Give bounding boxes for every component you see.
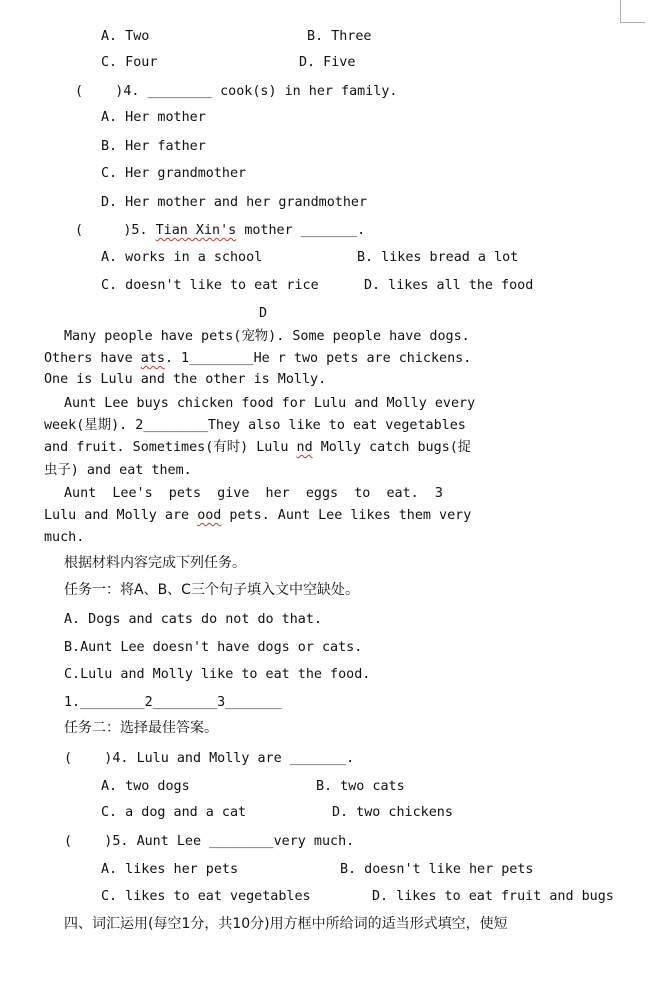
q5-paren: ( )5. <box>75 223 148 238</box>
answer-blanks: 1.________2________3_______ <box>64 695 282 710</box>
passage-text: and fruit. Sometimes(有时) Lulu <box>44 440 297 455</box>
passage-line <box>44 508 471 524</box>
q3-option-b: B. Three <box>307 29 372 44</box>
q5-stem <box>75 223 365 239</box>
q5-option-c: C. doesn't like to eat rice <box>101 278 319 293</box>
q4-option-b: B. Her father <box>101 139 206 154</box>
q5-option-d: D. likes all the food <box>364 278 534 293</box>
t2-q4-option-c: C. a dog and a cat <box>101 805 247 820</box>
passage-text: pets. Aunt Lee likes them very <box>221 508 472 523</box>
q4-blank: ________ <box>147 84 213 99</box>
section-d-title: D <box>259 306 268 321</box>
q3-option-c: C. Four <box>101 55 158 70</box>
passage-line: 虫子) and eat them. <box>44 463 192 478</box>
passage-line: One is Lulu and the other is Molly. <box>44 372 327 387</box>
q4-stem-text: cook(s) in her family. <box>220 84 398 99</box>
t2-q4-paren: ( )4. <box>64 751 129 766</box>
sentence-c: C.Lulu and Molly like to eat the food. <box>64 667 371 682</box>
t2-q5-option-b: B. doesn't like her pets <box>340 862 534 877</box>
t2-q5-paren: ( )5. <box>64 834 129 849</box>
q4-paren: ( )4. <box>75 84 140 99</box>
passage-line: Aunt Lee's pets give her eggs to eat. 3 <box>64 486 443 501</box>
sentence-b: B.Aunt Lee doesn't have dogs or cats. <box>64 640 363 655</box>
passage-typo: ats <box>140 351 165 366</box>
passage-line <box>44 351 471 367</box>
t2-q5-option-c: C. likes to eat vegetables <box>101 889 311 904</box>
q5-name: Tian Xin's <box>155 223 237 238</box>
tasks-intro: 根据材料内容完成下列任务。 <box>64 555 246 571</box>
t2-q4-option-a: A. two dogs <box>101 779 190 794</box>
t2-q5-option-a: A. likes her pets <box>101 862 239 877</box>
t2-q5-stem <box>64 834 354 850</box>
passage-line: Aunt Lee buys chicken food for Lulu and Molly every <box>64 396 476 411</box>
t2-q4-text: Lulu and Molly are _______. <box>136 751 355 766</box>
passage-typo: nd <box>296 440 313 455</box>
q4-option-d: D. Her mother and her grandmother <box>101 195 368 210</box>
t2-q4-option-b: B. two cats <box>316 779 405 794</box>
passage-text: Lulu and Molly are <box>44 508 198 523</box>
section-four-heading: 四、词汇运用(每空1分，共10分)用方框中所给词的适当形式填空，使短 <box>64 916 508 932</box>
t2-q5-option-d: D. likes to eat fruit and bugs <box>372 889 614 904</box>
page-corner-mark <box>620 0 645 23</box>
task-two-heading: 任务二：选择最佳答案。 <box>64 720 218 736</box>
sentence-a: A. Dogs and cats do not do that. <box>64 612 322 627</box>
passage-text: Molly catch bugs(捉 <box>312 440 472 455</box>
q4-stem <box>75 84 398 100</box>
q3-option-d: D. Five <box>299 55 356 70</box>
q4-option-c: C. Her grandmother <box>101 166 247 181</box>
q4-option-a: A. Her mother <box>101 110 206 125</box>
task-one-heading: 任务一：将A、B、C三个句子填入文中空缺处。 <box>64 582 359 598</box>
passage-line: much. <box>44 530 85 545</box>
passage-line: Many people have pets(宠物). Some people have dogs. <box>64 329 470 344</box>
q5-option-b: B. likes bread a lot <box>357 250 519 265</box>
passage-text: . 1________He r two pets are chickens. <box>164 351 472 366</box>
passage-typo: ood <box>197 508 222 523</box>
passage-line <box>44 440 471 456</box>
passage-line: week(星期). 2________They also like to eat vegetables <box>44 418 466 433</box>
q3-option-a: A. Two <box>101 29 150 44</box>
t2-q5-text: Aunt Lee ________very much. <box>136 834 355 849</box>
passage-text: Others have <box>44 351 141 366</box>
t2-q4-option-d: D. two chickens <box>332 805 453 820</box>
q5-stem-text: mother _______. <box>244 223 366 238</box>
q5-option-a: A. works in a school <box>101 250 263 265</box>
t2-q4-stem <box>64 751 354 767</box>
